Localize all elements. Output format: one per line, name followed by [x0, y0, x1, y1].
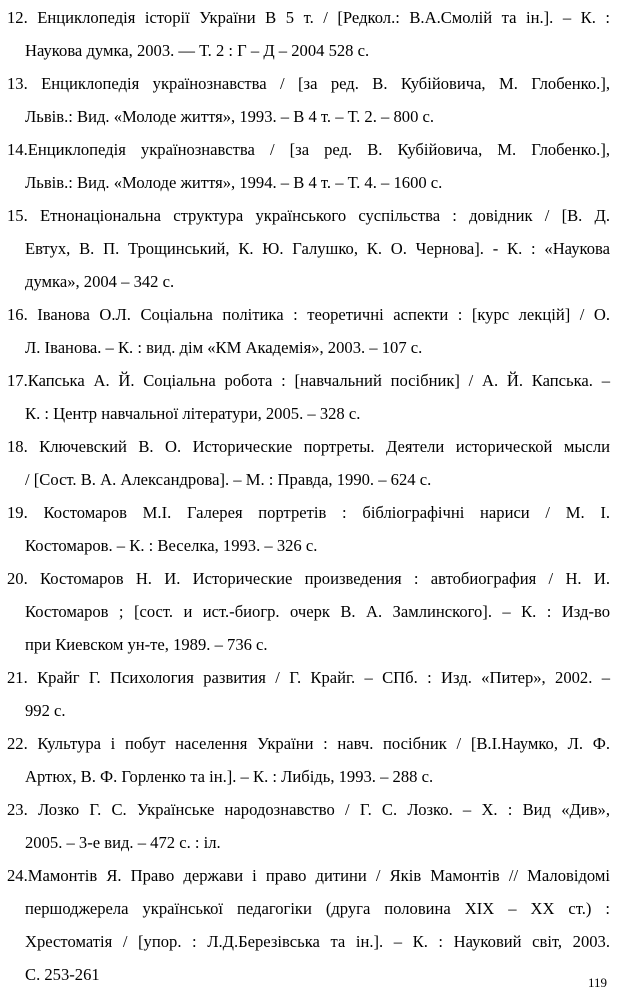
reference-line: 21. Крайг Г. Психология развития / Г. Крайг. – СПб. : Изд. «Питер», 2002. – [7, 668, 610, 687]
reference-line: С. 253-261 [25, 965, 100, 984]
reference-line: Артюх, В. Ф. Горленко та ін.]. – К. : Либідь, 1993. – 288 с. [25, 767, 434, 786]
reference-line: першоджерела української педагогіки (друга половина ХІХ – ХХ ст.) : [25, 899, 610, 918]
reference-line: 22. Культура і побут населення України : навч. посібник / [В.І.Наумко, Л. Ф. [7, 734, 610, 753]
reference-line: Евтух, В. П. Трощинський, К. Ю. Галушко, К. О. Чернова]. - К. : «Наукова [25, 239, 610, 258]
reference-line: Костомаров. – К. : Веселка, 1993. – 326 с. [25, 536, 318, 555]
reference-line: 12. Енциклопедія історії України В 5 т. / [Редкол.: В.А.Смолій та ін.]. – К. : [7, 8, 610, 27]
reference-line: 13. Енциклопедія українознавства / [за ред. В. Кубійовича, М. Глобенко.], [7, 74, 610, 93]
reference-line: Львів.: Вид. «Молоде життя», 1994. – В 4 т. – Т. 4. – 1600 с. [25, 173, 443, 192]
reference-line: Львів.: Вид. «Молоде життя», 1993. – В 4 т. – Т. 2. – 800 с. [25, 107, 435, 126]
reference-line: 19. Костомаров М.І. Галерея портретів : бібліографічні нариси / М. І. [7, 503, 610, 522]
reference-line: / [Сост. В. А. Александрова]. – М. : Правда, 1990. – 624 с. [25, 470, 432, 489]
reference-line: Л. Іванова. – К. : вид. дім «КМ Академія», 2003. – 107 с. [25, 338, 423, 357]
reference-line: думка», 2004 – 342 с. [25, 272, 175, 291]
reference-line: 18. Ключевский В. О. Исторические портреты. Деятели исторической мысли [7, 437, 610, 456]
reference-line: Хрестоматія / [упор. : Л.Д.Березівська та ін.]. – К. : Науковий світ, 2003. [25, 932, 610, 951]
reference-line: К. : Центр навчальної літератури, 2005. – 328 с. [25, 404, 361, 423]
reference-line: при Киевском ун-те, 1989. – 736 с. [25, 635, 268, 654]
reference-line: 24.Мамонтів Я. Право держави і право дитини / Яків Мамонтів // Маловідомі [7, 866, 610, 885]
reference-line: 20. Костомаров Н. И. Исторические произведения : автобиография / Н. И. [7, 569, 610, 588]
reference-line: 15. Етнонаціональна структура українського суспільства : довідник / [В. Д. [7, 206, 610, 225]
page-number: 119 [587, 975, 607, 990]
reference-line: 14.Енциклопедія українознавства / [за ред. В. Кубійовича, М. Глобенко.], [7, 140, 610, 159]
reference-line: 992 с. [25, 701, 66, 720]
reference-line: Наукова думка, 2003. — Т. 2 : Г – Д – 2004 528 с. [25, 41, 370, 60]
reference-line: 16. Іванова О.Л. Соціальна політика : теоретичні аспекти : [курс лекцій] / О. [7, 305, 610, 324]
reference-line: 23. Лозко Г. С. Українське народознавство / Г. С. Лозко. – Х. : Вид «Див», [7, 800, 610, 819]
reference-line: 2005. – 3-е вид. – 472 с. : іл. [25, 833, 221, 852]
reference-line: 17.Капська А. Й. Соціальна робота : [навчальний посібник] / А. Й. Капська. – [7, 371, 610, 390]
reference-line: Костомаров ; [сост. и ист.-биогр. очерк В. А. Замлинского]. – К. : Изд-во [25, 602, 610, 621]
